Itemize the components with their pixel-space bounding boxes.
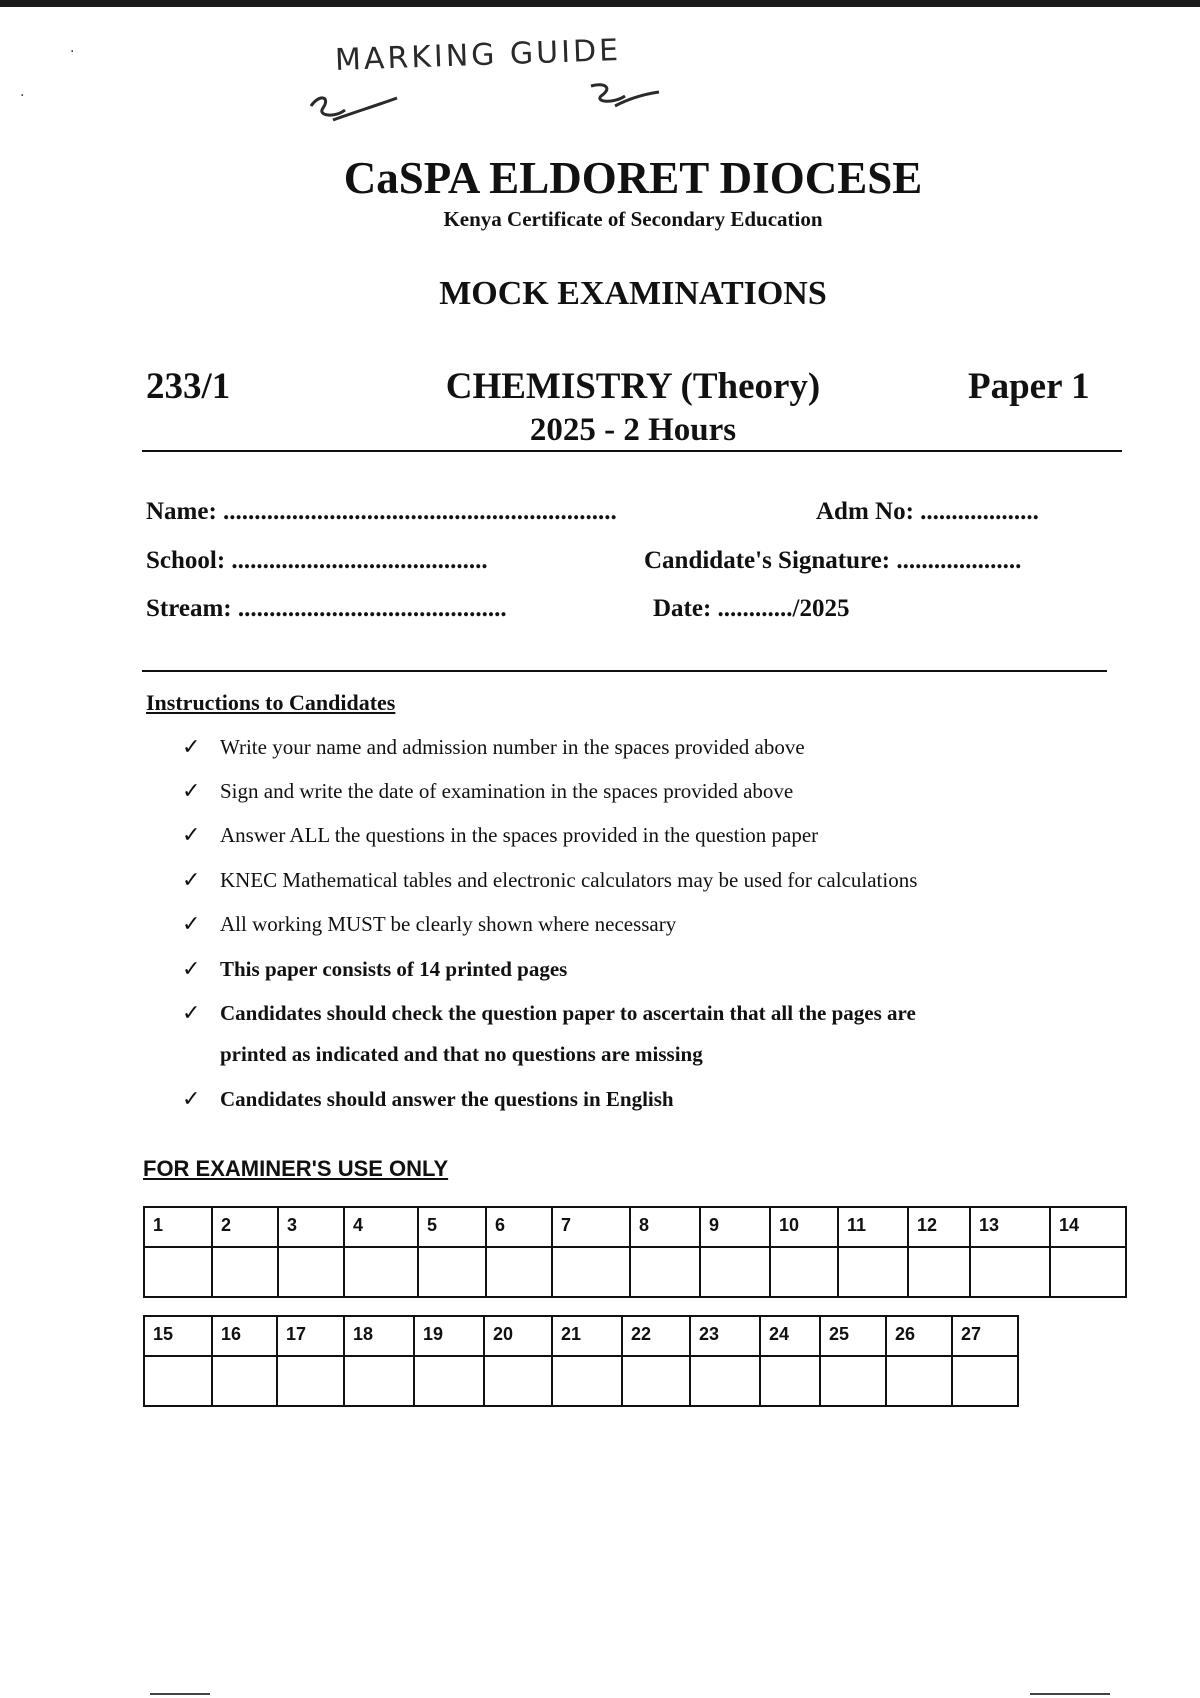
score-cell[interactable] [552, 1356, 622, 1406]
question-number-cell: 25 [820, 1316, 886, 1356]
score-cell[interactable] [908, 1247, 970, 1297]
score-cell[interactable] [552, 1247, 630, 1297]
handwritten-note: MARKING GUIDE [334, 33, 622, 78]
score-cell[interactable] [952, 1356, 1018, 1406]
instruction-item: ✓ Candidates should answer the questions in English [182, 1087, 674, 1112]
question-number-cell: 1 [144, 1207, 212, 1247]
check-icon: ✓ [182, 823, 201, 848]
scan-edge-mark [150, 1693, 210, 1695]
score-cell[interactable] [418, 1247, 486, 1297]
question-number-cell: 9 [700, 1207, 770, 1247]
question-number-cell: 11 [838, 1207, 908, 1247]
signature-field[interactable]: Candidate's Signature: .................... [644, 547, 1022, 574]
date-field[interactable]: Date: ............/2025 [653, 595, 850, 622]
scan-speck: · [70, 44, 75, 60]
instruction-item: ✓ Candidates should check the question paper to ascertain that all the pages are [182, 1001, 916, 1026]
score-cell[interactable] [690, 1356, 760, 1406]
question-number-cell: 3 [278, 1207, 344, 1247]
question-number-cell: 27 [952, 1316, 1018, 1356]
question-number-cell: 13 [970, 1207, 1050, 1247]
score-table-2 [143, 1315, 1019, 1407]
score-cell[interactable] [630, 1247, 700, 1297]
scribble-mark-right [585, 78, 665, 118]
question-number-cell: 21 [552, 1316, 622, 1356]
score-cell[interactable] [838, 1247, 908, 1297]
question-number-cell: 6 [486, 1207, 552, 1247]
page-top-edge [0, 0, 1200, 7]
exam-body-title: CaSPA ELDORET DIOCESE [343, 153, 923, 203]
instruction-item: ✓ Write your name and admission number in the spaces provided above [182, 735, 805, 760]
school-field[interactable]: School: ......................................... [146, 547, 488, 574]
check-icon: ✓ [182, 868, 201, 893]
subject-title: CHEMISTRY (Theory) [445, 366, 821, 407]
question-number-cell: 2 [212, 1207, 278, 1247]
instruction-item-continued: printed as indicated and that no questions are missing [220, 1042, 703, 1066]
question-number-cell: 20 [484, 1316, 552, 1356]
name-field[interactable]: Name: ............................................................... [146, 498, 617, 525]
certificate-subtitle: Kenya Certificate of Secondary Education [443, 207, 823, 231]
check-icon: ✓ [182, 735, 201, 760]
score-cell[interactable] [414, 1356, 484, 1406]
question-number-cell: 4 [344, 1207, 418, 1247]
scribble-mark-left [305, 88, 405, 128]
question-number-cell: 22 [622, 1316, 690, 1356]
check-icon: ✓ [182, 1001, 201, 1026]
score-cell[interactable] [770, 1247, 838, 1297]
score-cell[interactable] [144, 1356, 212, 1406]
score-table-1 [143, 1206, 1127, 1298]
paper-code: 233/1 [146, 366, 231, 407]
check-icon: ✓ [182, 1087, 201, 1112]
question-number-cell: 5 [418, 1207, 486, 1247]
instruction-item: ✓ Answer ALL the questions in the spaces provided in the question paper [182, 823, 819, 848]
score-cell[interactable] [760, 1356, 820, 1406]
score-cell[interactable] [622, 1356, 690, 1406]
question-number-cell: 8 [630, 1207, 700, 1247]
score-cell[interactable] [970, 1247, 1050, 1297]
score-cell[interactable] [344, 1247, 418, 1297]
score-cell[interactable] [1050, 1247, 1126, 1297]
check-icon: ✓ [182, 912, 201, 937]
question-number-cell: 10 [770, 1207, 838, 1247]
score-cell[interactable] [820, 1356, 886, 1406]
question-number-cell: 7 [552, 1207, 630, 1247]
fields-divider [142, 670, 1107, 672]
instruction-item: ✓ KNEC Mathematical tables and electronic calculators may be used for calculations [182, 868, 918, 893]
scan-edge-mark [1030, 1693, 1110, 1695]
question-number-cell: 12 [908, 1207, 970, 1247]
stream-field[interactable]: Stream: ........................................... [146, 595, 507, 622]
question-number-cell: 18 [344, 1316, 414, 1356]
exam-duration: 2025 - 2 Hours [529, 412, 737, 448]
check-icon: ✓ [182, 779, 201, 804]
score-cell[interactable] [484, 1356, 552, 1406]
question-number-cell: 24 [760, 1316, 820, 1356]
question-number-cell: 26 [886, 1316, 952, 1356]
score-cell[interactable] [886, 1356, 952, 1406]
score-cell[interactable] [278, 1247, 344, 1297]
question-number-cell: 14 [1050, 1207, 1126, 1247]
question-number-cell: 23 [690, 1316, 760, 1356]
instruction-item: ✓ This paper consists of 14 printed pages [182, 957, 568, 982]
header-divider [142, 450, 1122, 452]
question-number-cell: 19 [414, 1316, 484, 1356]
adm-no-field[interactable]: Adm No: ................... [816, 498, 1039, 525]
score-cell[interactable] [144, 1247, 212, 1297]
question-number-cell: 15 [144, 1316, 212, 1356]
instruction-item: ✓ All working MUST be clearly shown where necessary [182, 912, 677, 937]
score-cell[interactable] [486, 1247, 552, 1297]
paper-number: Paper 1 [968, 366, 1090, 407]
instruction-item: ✓ Sign and write the date of examination in the spaces provided above [182, 779, 794, 804]
instructions-heading: Instructions to Candidates [146, 690, 396, 715]
score-cell[interactable] [277, 1356, 344, 1406]
scan-speck: · [20, 88, 25, 104]
question-number-cell: 17 [277, 1316, 344, 1356]
question-number-cell: 16 [212, 1316, 277, 1356]
exam-type-heading: MOCK EXAMINATIONS [439, 275, 827, 312]
score-cell[interactable] [344, 1356, 414, 1406]
check-icon: ✓ [182, 957, 201, 982]
score-cell[interactable] [212, 1356, 277, 1406]
score-cell[interactable] [700, 1247, 770, 1297]
score-cell[interactable] [212, 1247, 278, 1297]
examiner-use-heading: FOR EXAMINER'S USE ONLY [143, 1156, 449, 1181]
